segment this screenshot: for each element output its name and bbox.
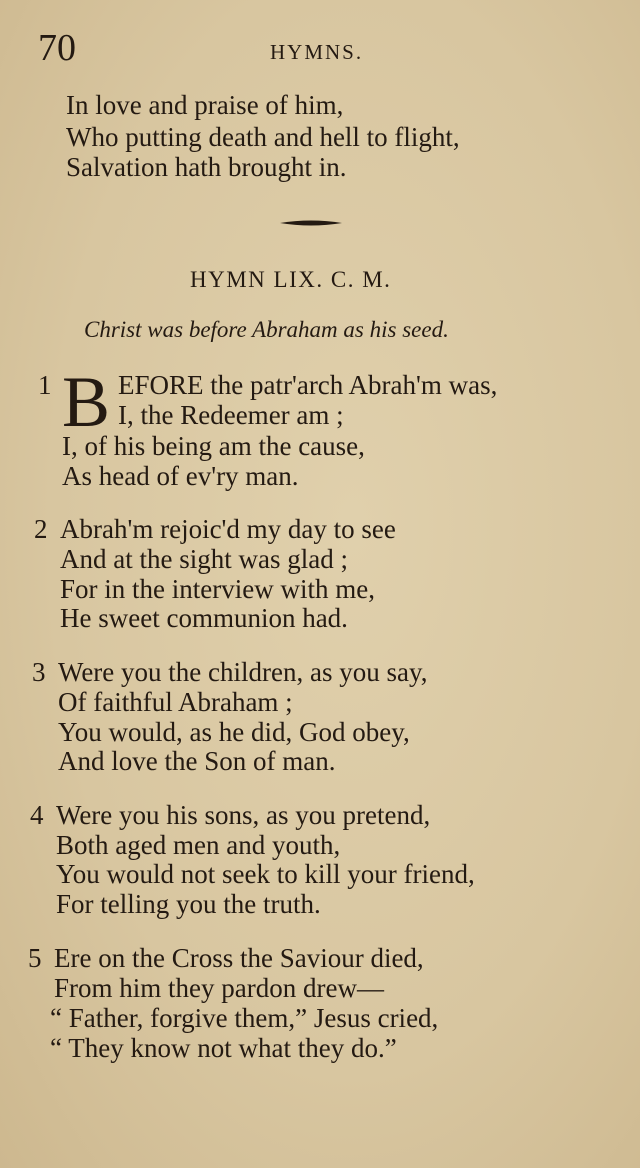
drop-cap: B: [62, 362, 111, 442]
continuation-line: In love and praise of him,: [66, 90, 344, 120]
verse-line: “ Father, forgive them,” Jesus cried,: [50, 1003, 439, 1033]
continuation-line: Salvation hath brought in.: [66, 152, 347, 182]
verse-line: From him they pardon drew—: [54, 973, 384, 1003]
verse-line: I, the Redeemer am ;: [118, 400, 344, 430]
verse-number: 4: [30, 800, 44, 830]
verse-line: Ere on the Cross the Saviour died,: [54, 943, 424, 973]
verse-line: I, of his being am the cause,: [62, 431, 365, 461]
verse-line: Both aged men and youth,: [56, 830, 341, 860]
verse-line: EFORE the patr'arch Abrah'm was,: [118, 370, 498, 400]
verse-line: “ They know not what they do.”: [50, 1033, 397, 1063]
verse-line: You would not seek to kill your friend,: [56, 859, 475, 889]
hymn-subtitle: Christ was before Abraham as his seed.: [84, 317, 449, 342]
verse-line: Were you the children, as you say,: [58, 657, 428, 687]
verse-number: 2: [34, 514, 48, 544]
verse-line: For telling you the truth.: [56, 889, 321, 919]
page-number: 70: [38, 27, 76, 69]
hymn-title: HYMN LIX. C. M.: [190, 267, 392, 292]
verse-line: You would, as he did, God obey,: [58, 717, 410, 747]
continuation-line: Who putting death and hell to flight,: [66, 122, 460, 152]
verse-line: Abrah'm rejoic'd my day to see: [60, 514, 396, 544]
section-divider-ornament: [280, 219, 342, 227]
verse-number: 3: [32, 657, 46, 687]
verse-line: He sweet communion had.: [60, 603, 348, 633]
verse-line: As head of ev'ry man.: [62, 461, 299, 491]
verse-line: And at the sight was glad ;: [60, 544, 348, 574]
verse-number: 5: [28, 943, 42, 973]
verse-line: For in the interview with me,: [60, 574, 375, 604]
verse-line: Of faithful Abraham ;: [58, 687, 293, 717]
running-head: HYMNS.: [270, 40, 364, 64]
verse-number: 1: [38, 370, 52, 400]
verse-line: Were you his sons, as you pretend,: [56, 800, 431, 830]
verse-line: And love the Son of man.: [58, 746, 336, 776]
